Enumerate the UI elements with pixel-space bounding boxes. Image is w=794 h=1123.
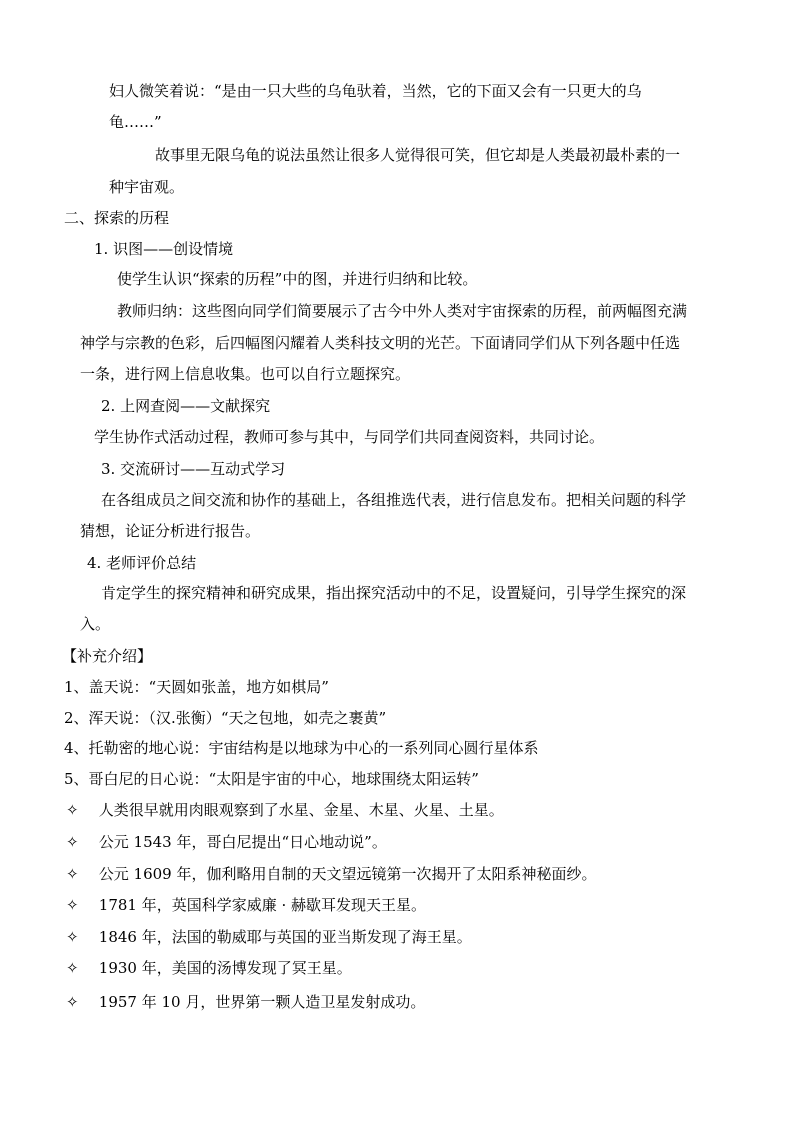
story-paragraph-2-line-1: 故事里无限乌龟的说法虽然让很多人觉得很可笑，但它却是人类最初最朴素的一 — [155, 146, 681, 164]
fact-item — [66, 927, 472, 947]
story-paragraph-1-line-1: 妇人微笑着说：“是由一只大些的乌龟驮着，当然，它的下面又会有一只更大的乌 — [109, 82, 642, 100]
step-4-paragraph-line-1: 肯定学生的探究精神和研究成果，指出探究活动中的不足，设置疑问，引导学生探究的深 — [101, 584, 687, 602]
diamond-sparkle-icon: ✧ — [66, 959, 79, 977]
step-3-paragraph-line-2: 猜想，论证分析进行报告。 — [80, 522, 261, 540]
fact-text: 1957 年 10 月，世界第一颗人造卫星发射成功。 — [98, 993, 426, 1011]
step-3-paragraph-line-1: 在各组成员之间交流和协作的基础上，各组推选代表，进行信息发布。把相关问题的科学 — [101, 491, 687, 509]
step-1-paragraph-2-line-3: 一条，进行网上信息收集。也可以自行立题探究。 — [80, 365, 411, 383]
step-4-title: 4. 老师评价总结 — [87, 554, 197, 572]
supplement-item-2: 2、浑天说：（汉.张衡）“天之包地，如壳之裹黄” — [64, 709, 387, 727]
supplement-item-5: 5、哥白尼的日心说：“太阳是宇宙的中心，地球围绕太阳运转” — [64, 770, 479, 788]
diamond-sparkle-icon: ✧ — [66, 993, 79, 1011]
step-2-title: 2. 上网查阅——文献探究 — [101, 397, 271, 415]
diamond-sparkle-icon: ✧ — [66, 928, 79, 946]
diamond-sparkle-icon: ✧ — [66, 801, 79, 819]
fact-item — [66, 992, 425, 1012]
story-paragraph-1-line-2: 龟……” — [109, 113, 162, 131]
fact-item — [66, 832, 387, 852]
supplement-item-1: 1、盖天说：“天圆如张盖，地方如棋局” — [64, 678, 329, 696]
fact-text: 1781 年，英国科学家威廉 · 赫歇耳发现天王星。 — [98, 896, 427, 914]
fact-text: 公元 1543 年，哥白尼提出“日心地动说”。 — [98, 833, 387, 851]
diamond-sparkle-icon: ✧ — [66, 865, 79, 883]
fact-item — [66, 800, 504, 820]
fact-text: 公元 1609 年，伽利略用自制的天文望远镜第一次揭开了太阳系神秘面纱。 — [98, 865, 597, 883]
step-1-title: 1. 识图——创设情境 — [94, 240, 234, 258]
step-3-title: 3. 交流研讨——互动式学习 — [101, 460, 286, 478]
step-1-paragraph-1: 使学生认识“探索的历程”中的图，并进行归纳和比较。 — [117, 270, 478, 288]
step-1-paragraph-2-line-1: 教师归纳：这些图向同学们简要展示了古今中外人类对宇宙探索的历程，前两幅图充满 — [117, 302, 688, 320]
fact-item — [66, 864, 597, 884]
supplement-item-4: 4、托勒密的地心说：宇宙结构是以地球为中心的一系列同心圆行星体系 — [64, 739, 539, 757]
story-paragraph-2-line-2: 种宇宙观。 — [109, 178, 185, 196]
fact-text: 1930 年，美国的汤博发现了冥王星。 — [98, 959, 352, 977]
fact-item — [66, 895, 426, 915]
step-4-paragraph-line-2: 入。 — [80, 615, 111, 633]
step-1-paragraph-2-line-2: 神学与宗教的色彩，后四幅图闪耀着人类科技文明的光芒。下面请同学们从下列各题中任选 — [80, 334, 681, 352]
supplement-heading: 【补充介绍】 — [62, 647, 153, 665]
section-2-heading: 二、探索的历程 — [64, 209, 170, 227]
diamond-sparkle-icon: ✧ — [66, 896, 79, 914]
diamond-sparkle-icon: ✧ — [66, 833, 79, 851]
fact-item — [66, 958, 352, 978]
step-2-paragraph-1: 学生协作式活动过程，教师可参与其中，与同学们共同查阅资料，共同讨论。 — [94, 428, 605, 446]
fact-text: 人类很早就用肉眼观察到了水星、金星、木星、火星、土星。 — [98, 801, 504, 819]
fact-text: 1846 年，法国的勒威耶与英国的亚当斯发现了海王星。 — [98, 928, 472, 946]
